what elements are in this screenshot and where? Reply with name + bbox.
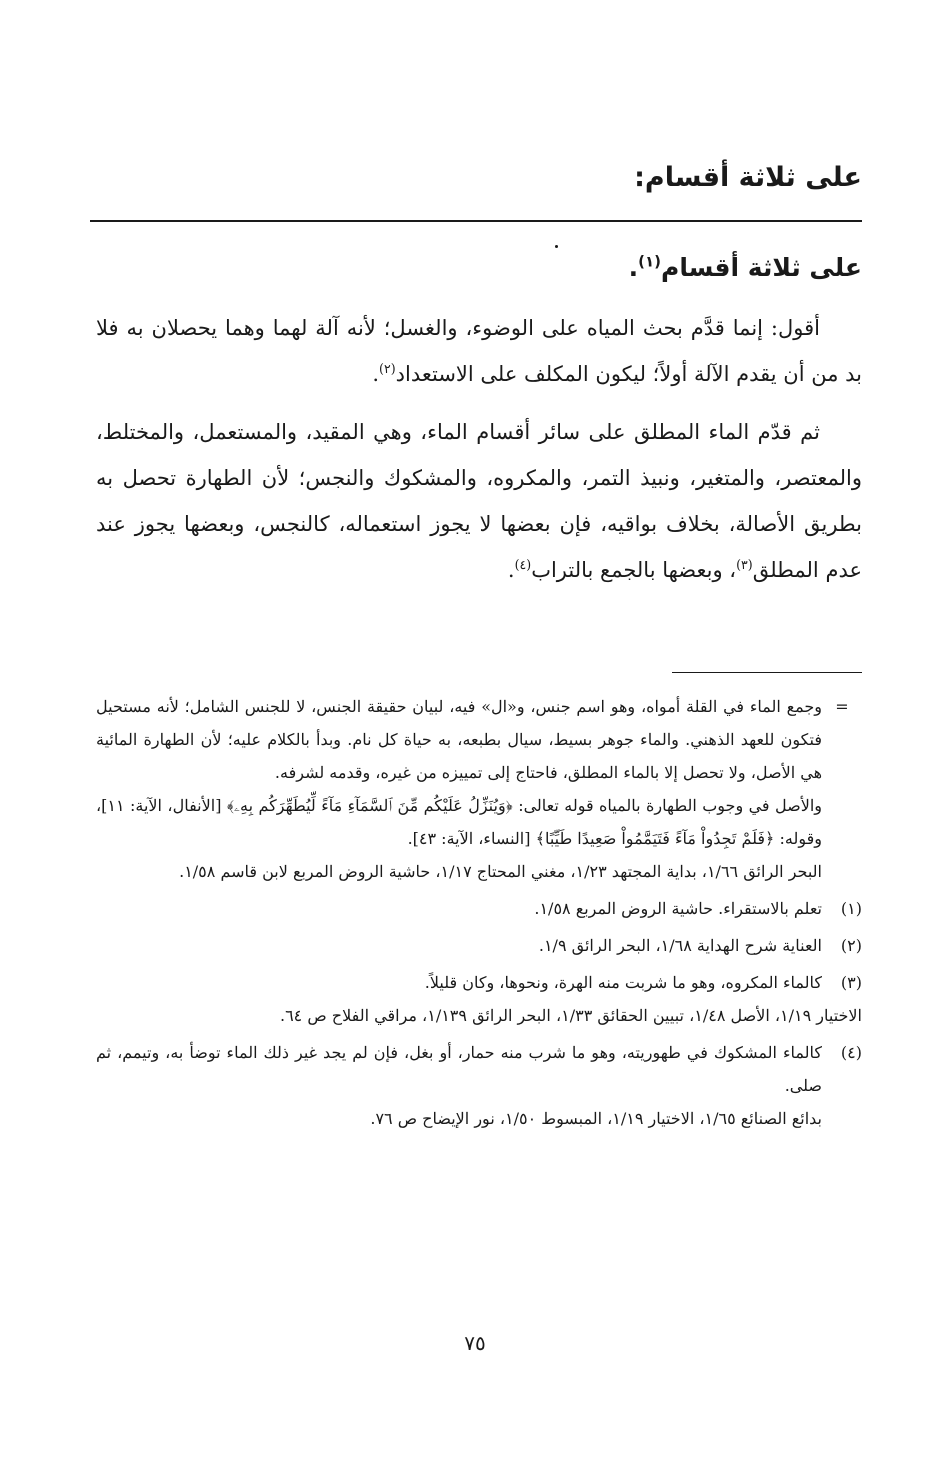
footnote-4: [96, 1036, 862, 1135]
footnote-3-marker: (٣): [840, 973, 862, 992]
footnote-ref-3: (٣): [736, 557, 753, 572]
footnote-2-text: العناية شرح الهداية ١/٦٨، البحر الرائق ١/٩.: [538, 936, 822, 955]
footnotes: [96, 690, 862, 1139]
footnote-1-text: تعلم بالاستقراء. حاشية الروض المربع ١/٥٨.: [534, 899, 822, 918]
footnote-3-text: كالماء المكروه، وهو ما شربت منه الهرة، ونحوها، وكان قليلاً.: [424, 973, 822, 992]
paragraph-2-end: .: [507, 558, 515, 582]
footnote-3: [96, 966, 862, 1032]
continuation-line-2: والأصل في وجوب الطهارة بالمياه قوله تعالى: ﴿وَيُنَزِّلُ عَلَيْكُم مِّنَ ٱلسَّمَآءِ مَآءً لِّيُطَهِّرَكُم بِهِۦ﴾ [الأنفال، الآية: ١١]، وقوله: ﴿فَلَمْ تَجِدُواْ مَآءً فَتَيَمَّمُواْ صَعِيدًا طَيِّبًا﴾ [النساء، الآية: ٤٣].: [96, 796, 822, 848]
header-rule: [90, 220, 862, 222]
running-head: على ثلاثة أقسام:: [634, 162, 862, 193]
continuation-line-3: البحر الرائق ١/٦٦، بداية المجتهد ١/٢٣، مغني المحتاج ١/١٧، حاشية الروض المربع لابن قاسم ١/٥٨.: [179, 862, 822, 881]
paragraph-1-end: .: [372, 362, 380, 386]
page-number: ٧٥: [464, 1331, 486, 1355]
footnote-separator: [672, 672, 862, 673]
paragraph-2: [96, 409, 862, 593]
paragraph-2-mid: ، وبعضها بالجمع بالتراب: [531, 558, 737, 582]
section-heading: [629, 248, 862, 288]
footnote-4-source: بدائع الصنائع ١/٦٥، الاختيار ١/١٩، المبسوط ١/٥٠، نور الإيضاح ص ٧٦.: [370, 1109, 822, 1128]
continuation-line-1: وجمع الماء في القلة أمواه، وهو اسم جنس، و«ال» فيه، لبيان حقيقة الجنس، لا للجنس الشامل؛ لأنه مستحيل فتكون للعهد الذهني. والماء جوهر بسيط، سيال بطبعه، به حياة كل نام. وبدأ بالكلام عليه؛ لأن الطهارة المائية هي الأصل، ولا تحصل إلا بالماء المطلق، فاحتاج إلى تمييزه من غيره، وقدمه لشرفه.: [96, 697, 822, 782]
paragraph-2-text: ثم قدّم الماء المطلق على سائر أقسام الماء، وهي المقيد، والمستعمل، والمختلط، والمعتصر، والمتغير، ونبيذ التمر، والمكروه، والمشكوك والنجس؛ لأن الطهارة تحصل به بطريق الأصالة، بخلاف بواقيه، فإن بعضها لا يجوز استعماله، كالنجس، وبعضها يجوز عند عدم المطلق: [96, 420, 862, 582]
section-heading-text: على ثلاثة أقسام: [661, 253, 862, 282]
footnote-4-text: كالماء المشكوك في طهوريته، وهو ما شرب منه حمار، أو بغل، فإن لم يجد غير ذلك الماء توضأ به، وتيمم، ثم صلى.: [96, 1043, 822, 1095]
paragraph-1: [96, 305, 862, 397]
footnote-ref-2: (٢): [379, 361, 396, 376]
footnote-1-marker: (١): [840, 899, 862, 918]
footnote-2-marker: (٢): [840, 936, 862, 955]
section-heading-end: .: [628, 253, 639, 282]
footnote-ref-1: (١): [638, 252, 661, 271]
footnote-4-marker: (٤): [840, 1043, 862, 1062]
stray-dot: [555, 245, 558, 248]
footnote-3-source: الاختيار ١/١٩، الأصل ١/٤٨، تبيين الحقائق ١/٣٣، البحر الرائق ١/١٣٩، مراقي الفلاح ص ٦٤.: [279, 1006, 862, 1025]
footnote-1: [96, 892, 862, 925]
paragraph-1-text: أقول: إنما قدَّم بحث المياه على الوضوء، والغسل؛ لأنه آلة لهما وهما يحصلان به فلا بد من أن يقدم الآلة أولاً؛ ليكون المكلف على الاستعداد: [96, 316, 862, 386]
main-text: [96, 305, 862, 605]
footnote-ref-4: (٤): [514, 557, 532, 572]
footnote-2: [96, 929, 862, 962]
continuation-marker: =: [835, 697, 849, 716]
continuation-note: [96, 690, 862, 888]
